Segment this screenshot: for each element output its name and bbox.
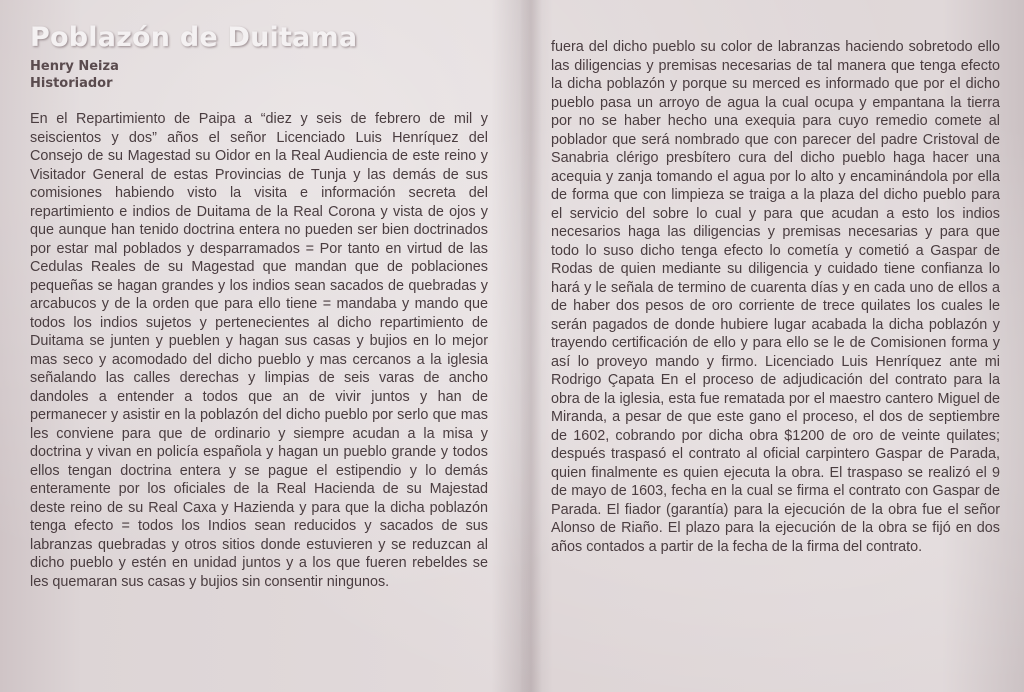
article-column-right: fuera del dicho pueblo su color de labranzas haciendo sobretodo ello las diligencias y premisas necesarias de tal manera que tenga efecto la dicha poblazón y porque su merced es informado que por el dicho pueblo pasa un arroyo de agua la cual ocupa y empantana la tierra por no se haber hecho una exequia para cuyo remedio comete al poblador que será nombrado que con parecer del padre Cristoval de Sanabria clérigo presbítero cura del dicho pueblo haga hacer una acequia y zanja tomando el agua por lo alto y encaminándola por ella de forma que con limpieza se traiga a la plaza del dicho pueblo para el servicio del sobre lo cual y para que acudan a esto los indios necesarios haga las diligencias y premisas necesarias y para que todo lo suso dicho tenga efecto lo cometía y cometió a Gaspar de Rodas de quien mediante su diligencia y cuidado tiene confianza lo hará y le señala de termino de cuarenta días y en cada uno de ellos a de haber dos pesos de oro corriente de trece quilates los cuales le serán pagados de donde hubiere lugar acabada la dicha poblazón y trayendo certificación de ello y para ello se le de Comisionen forma y así lo proveyo mando y firmo. Licenciado Luis Henríquez ante mi Rodrigo Çapata En el proceso de adjudicación del contrato para la obra de la iglesia, esta fue rematada por el maestro cantero Miguel de Miranda, a pesar de que este gano el proceso, el dos de septiembre de 1602, cobrando por dicha obra $1200 de oro de veinte quilates; después traspasó el contrato al oficial carpintero Gaspar de Parada, quien finalmente es quien ejecuta la obra. El traspaso se realizó el 9 de mayo de 1603, fecha en la cual se firma el contrato con Gaspar de Parada. El fiador (garantía) para la ejecución de la obra fue el señor Alonso de Riaño. El plazo para la ejecución de la obra se fijó en dos años contados a partir de la fecha de la firma del contrato. <box>551 39 1000 555</box>
article-column-left: En el Repartimiento de Paipa a “diez y seis de febrero de mil y seiscientos y dos” años el señor Licenciado Luis Henríquez del Consejo de su Magestad su Oidor en la Real Audiencia de este reino y Visitador General de estas Provincias de Tunja y las demás de sus comisiones habiendo visto la visita e información secreta del repartimiento e indios de Duitama de la Real Corona y vista de ojos y que aunque han tenido doctrina entera no pueden ser bien doctrinados por estar mal poblados y desparramados = Por tanto en virtud de las Cedulas Reales de su Magestad que mandan que de poblaciones pequeñas se hagan grandes y los indios sean sacados de quebradas y arcabucos y de la orden que para ello tiene = mandaba y mando que todos los indios sujetos y pertenecientes al dicho repartimiento de Duitama se junten y pueblen y hagan sus casas y bujios en lo mejor mas seco y acomodado del dicho pueblo y mas cercanos a la iglesia señalando las calles derechas y limpias de seis varas de ancho dandoles a entender a todos que an de vivir juntos y han de permanecer y asistir en la poblazón del dicho pueblo por serlo que mas les conviene para que de ordinario y siempre acudan a la misa y doctrina y vivan en policía española y hagan un pueblo grande y todos ellos tengan doctrina entera y se pague el estipendio y lo demás enteramente por los oficiales de la Real Hacienda de su Majestad deste reino de su Real Caxa y Hazienda y para que la dicha poblazón tenga efecto = todos los Indios sean reducidos y sacados de sus labranzas quebradas y otros sitios donde estuvieren y se reduzcan al dicho pueblo y estén en unidad juntos y a los que fueren rebeldes se les quemaran sus casas y bujios sin consentir ningunos. <box>30 111 488 590</box>
page-fold <box>520 0 542 692</box>
author-name: Henry Neiza <box>30 59 119 74</box>
author-role: Historiador <box>30 76 113 91</box>
article-title: Poblazón de Duitama <box>30 22 358 53</box>
